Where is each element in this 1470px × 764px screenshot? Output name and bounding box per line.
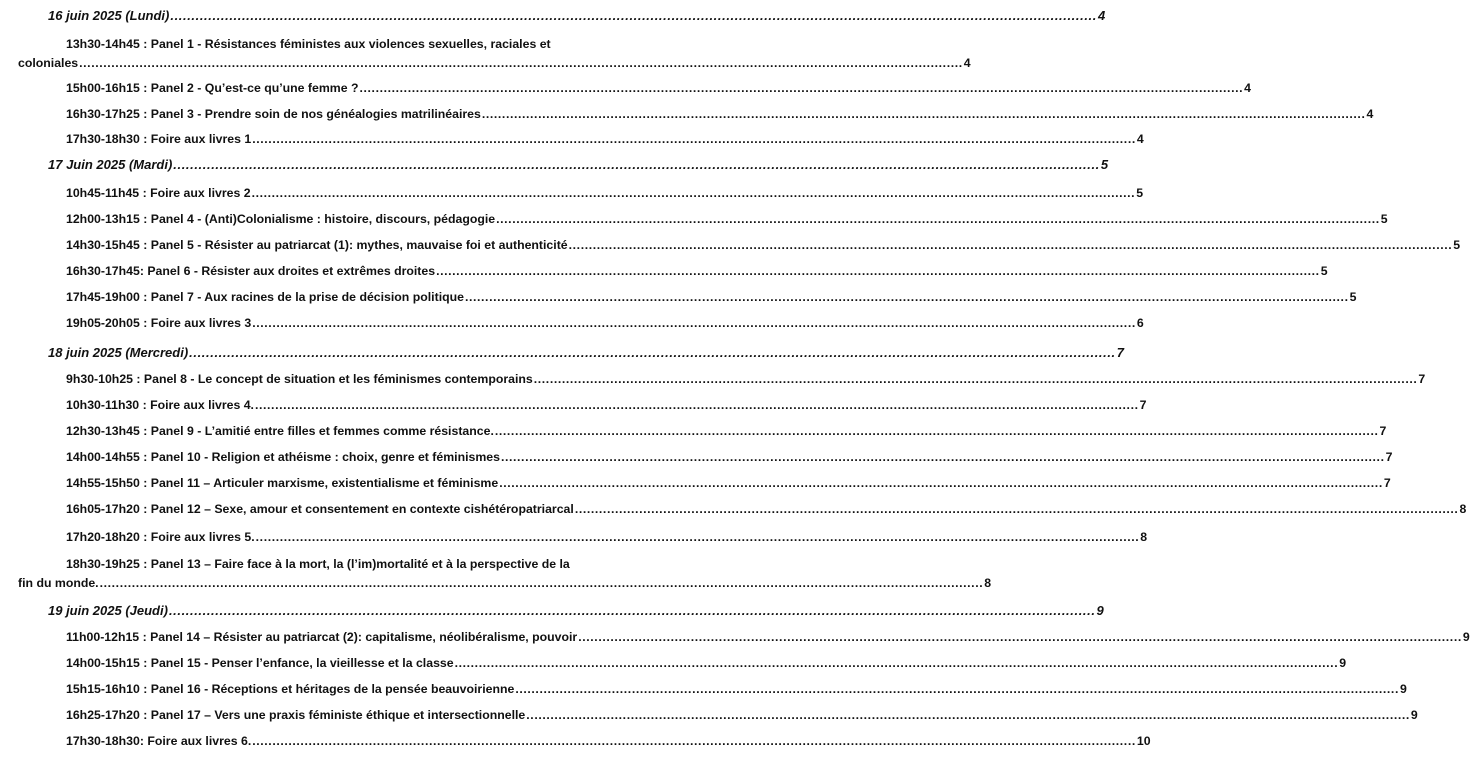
dot-leader (436, 263, 1320, 279)
entry-title: 11h00-12h15 : Panel 14 – Résister au patriarcat (2): capitalisme, néolibéralisme, pouvoir (66, 630, 578, 644)
page-number: 5 (1100, 157, 1109, 172)
dot-leader (501, 449, 1385, 465)
page-number: 5 (1136, 186, 1144, 200)
entry-title: 10h30-11h30 : Foire aux livres 4. (66, 398, 254, 412)
dot-leader (252, 131, 1136, 147)
entry-title: 14h55-15h50 : Panel 11 – Articuler marxisme, existentialisme et féminisme (66, 476, 499, 490)
page-number: 5 (1380, 212, 1388, 226)
entry-title: 19h05-20h05 : Foire aux livres 3 (66, 316, 252, 330)
entry-leader-row (66, 449, 1393, 465)
day-title: 19 juin 2025 (Jeudi) (48, 603, 168, 618)
dot-leader (482, 106, 1366, 122)
page-number: 4 (963, 56, 971, 70)
dot-leader (575, 501, 1459, 517)
dot-leader (578, 629, 1462, 645)
entry-title: 12h30-13h45 : Panel 9 - L’amitié entre filles et femmes comme résistance. (66, 424, 494, 438)
page-number: 4 (1244, 81, 1251, 95)
entry-leader-row (66, 655, 1347, 671)
entry-title: 12h00-13h15 : Panel 4 - (Anti)Colonialisme : histoire, discours, pédagogie (66, 212, 496, 226)
dot-leader (360, 80, 1244, 96)
dot-leader (252, 733, 1136, 749)
dot-leader (256, 529, 1140, 545)
entry-leader-row (66, 733, 1151, 749)
entry-title: 14h00-14h55 : Panel 10 - Religion et athéisme : choix, genre et féminismes (66, 450, 500, 464)
entry-leader-row (66, 185, 1144, 201)
page-number: 7 (1418, 372, 1426, 386)
entry-title: 16h25-17h20 : Panel 17 – Vers une praxis féministe éthique et intersectionnelle (66, 708, 526, 722)
entry-leader-row (48, 8, 1106, 24)
entry-leader-row (48, 157, 1109, 173)
page-number: 9 (1339, 656, 1347, 670)
entry-leader-row (66, 237, 1461, 253)
entry-leader-row (66, 289, 1357, 305)
entry-title-continuation: fin du monde. (18, 576, 99, 590)
page-number: 5 (1349, 290, 1357, 304)
entry-leader-row (66, 315, 1144, 331)
entry-title: 16h30-17h25 : Panel 3 - Prendre soin de nos généalogies matrilinéaires (66, 107, 481, 121)
page-number: 7 (1116, 345, 1125, 360)
entry-leader-row (66, 707, 1418, 723)
entry-title: 17h45-19h00 : Panel 7 - Aux racines de la prise de décision politique (66, 290, 464, 304)
dot-leader (455, 655, 1339, 671)
page-number: 8 (984, 576, 992, 590)
dot-leader (189, 345, 1116, 361)
page-number: 7 (1383, 476, 1391, 490)
entry-leader-row (66, 371, 1426, 387)
entry-leader-row (66, 529, 1148, 545)
entry-title: 15h00-16h15 : Panel 2 - Qu’est-ce qu’une femme ? (66, 81, 359, 95)
entry-title: 17h30-18h30 : Foire aux livres 1 (66, 132, 252, 146)
day-title: 16 juin 2025 (Lundi) (48, 8, 170, 23)
page-number: 5 (1453, 238, 1461, 252)
entry-leader-row (48, 345, 1125, 361)
entry-leader-row (18, 55, 971, 71)
entry-leader-row (66, 501, 1467, 517)
dot-leader (465, 289, 1349, 305)
page-number: 6 (1136, 316, 1144, 330)
entry-title: 16h05-17h20 : Panel 12 – Sexe, amour et consentement en contexte cishétéropatriarcal (66, 502, 574, 516)
dot-leader (169, 603, 1096, 619)
entry-leader-row (66, 263, 1328, 279)
entry-leader-row (66, 106, 1374, 122)
page-number: 9 (1462, 630, 1470, 644)
entry-title: 16h30-17h45: Panel 6 - Résister aux droites et extrêmes droites (66, 264, 436, 278)
dot-leader (255, 397, 1139, 413)
page-number: 4 (1097, 8, 1106, 23)
entry-leader-row (66, 80, 1251, 96)
dot-leader (100, 575, 984, 591)
entry-leader-row (66, 629, 1470, 645)
dot-leader (526, 707, 1410, 723)
dot-leader (515, 681, 1399, 697)
dot-leader (173, 157, 1100, 173)
page-number: 8 (1140, 530, 1148, 544)
day-title: 18 juin 2025 (Mercredi) (48, 345, 189, 360)
entry-title-first-line (66, 556, 570, 572)
entry-leader-row (18, 575, 992, 591)
entry-leader-row (66, 131, 1144, 147)
page-number: 9 (1399, 682, 1407, 696)
entry-title: 15h15-16h10 : Panel 16 - Réceptions et héritages de la pensée beauvoirienne (66, 682, 515, 696)
entry-leader-row (66, 211, 1388, 227)
dot-leader (534, 371, 1418, 387)
entry-leader-row (66, 423, 1387, 439)
entry-title: 17h30-18h30: Foire aux livres 6. (66, 734, 252, 748)
page-number: 10 (1136, 734, 1151, 748)
entry-title-first-line (66, 36, 551, 52)
dot-leader (252, 185, 1136, 201)
dot-leader (170, 8, 1097, 24)
entry-title-continuation: coloniales (18, 56, 79, 70)
dot-leader (495, 423, 1379, 439)
entry-leader-row (66, 397, 1147, 413)
dot-leader (496, 211, 1380, 227)
dot-leader (569, 237, 1453, 253)
dot-leader (499, 475, 1383, 491)
entry-title: 14h30-15h45 : Panel 5 - Résister au patriarcat (1): mythes, mauvaise foi et authenticité (66, 238, 568, 252)
entry-title: 18h30-19h25 : Panel 13 – Faire face à la mort, la (l’im)mortalité et à la perspective de la (66, 557, 570, 571)
page-number: 8 (1459, 502, 1467, 516)
entry-leader-row (66, 475, 1391, 491)
entry-title: 17h20-18h20 : Foire aux livres 5. (66, 530, 255, 544)
entry-leader-row (48, 603, 1104, 619)
page-number: 7 (1379, 424, 1387, 438)
page-number: 5 (1320, 264, 1328, 278)
page-number: 7 (1385, 450, 1393, 464)
entry-title: 9h30-10h25 : Panel 8 - Le concept de situation et les féminismes contemporains (66, 372, 533, 386)
page-number: 7 (1139, 398, 1147, 412)
page-number: 9 (1410, 708, 1418, 722)
page-number: 9 (1096, 603, 1104, 618)
entry-title: 14h00-15h15 : Panel 15 - Penser l’enfance, la vieillesse et la classe (66, 656, 454, 670)
entry-leader-row (66, 681, 1407, 697)
entry-title: 13h30-14h45 : Panel 1 - Résistances féministes aux violences sexuelles, raciales et (66, 37, 551, 51)
entry-title: 10h45-11h45 : Foire aux livres 2 (66, 186, 251, 200)
page-number: 4 (1366, 107, 1374, 121)
page-number: 4 (1136, 132, 1144, 146)
dot-leader (79, 55, 963, 71)
dot-leader (252, 315, 1136, 331)
day-title: 17 Juin 2025 (Mardi) (48, 157, 173, 172)
